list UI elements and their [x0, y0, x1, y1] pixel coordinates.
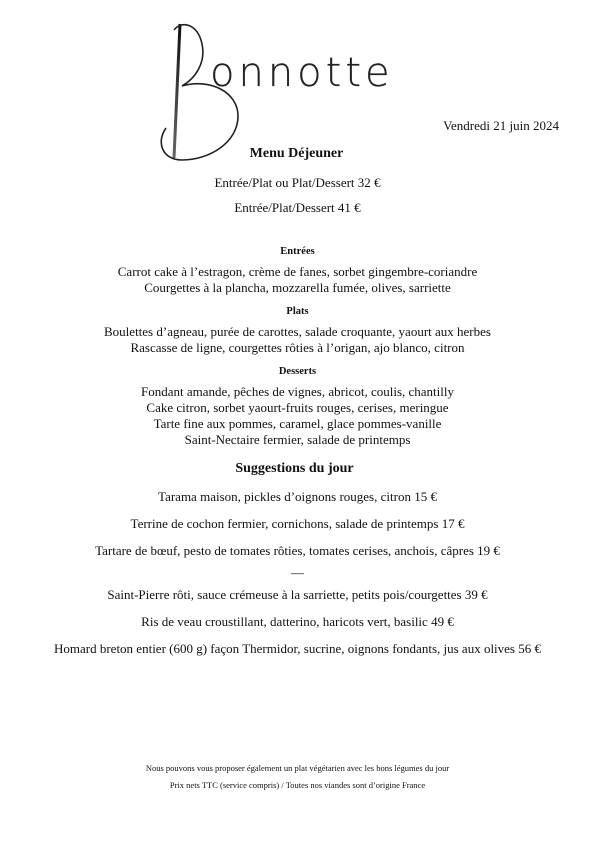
menu-date: Vendredi 21 juin 2024	[443, 118, 559, 133]
suggestion-item: Tartare de bœuf, pesto de tomates rôties, tomates cerises, anchois, câpres 19 €	[95, 543, 500, 558]
dish-item: Tarte fine aux pommes, caramel, glace pommes-vanille	[153, 416, 442, 431]
dish-item: Cake citron, sorbet yaourt-fruits rouges, cerises, meringue	[146, 400, 449, 415]
dish-item: Fondant amande, pêches de vignes, abricot, coulis, chantilly	[141, 384, 454, 399]
dish-item: Carrot cake à l’estragon, crème de fanes, sorbet gingembre-coriandre	[117, 264, 478, 279]
section-title-entrees: Entrées	[280, 246, 315, 257]
restaurant-logo	[152, 16, 424, 166]
dish-item: Courgettes à la plancha, mozzarella fumée, olives, sarriette	[144, 280, 451, 295]
suggestion-item: Ris de veau croustillant, datterino, haricots vert, basilic 49 €	[141, 614, 454, 629]
price-formula-1: Entrée/Plat ou Plat/Dessert 32 €	[214, 175, 381, 190]
suggestion-item: Saint-Pierre rôti, sauce crémeuse à la sarriette, petits pois/courgettes 39 €	[107, 587, 488, 602]
footer-price-note: Prix nets TTC (service compris) / Toutes nos viandes sont d’origine France	[169, 780, 426, 790]
menu-body	[0, 146, 595, 657]
suggestion-item: Terrine de cochon fermier, cornichons, salade de printemps 17 €	[130, 516, 465, 531]
dish-item: Boulettes d’agneau, purée de carottes, salade croquante, yaourt aux herbes	[104, 324, 491, 339]
suggestion-separator: —	[291, 565, 304, 580]
section-title-desserts: Desserts	[278, 366, 317, 377]
menu-title: Menu Déjeuner	[249, 146, 344, 161]
dish-item: Rascasse de ligne, courgettes rôties à l’origan, ajo blanco, citron	[130, 340, 465, 355]
section-title-plats: Plats	[286, 306, 309, 317]
suggestion-item: Homard breton entier (600 g) façon Thermidor, sucrine, oignons fondants, jus aux olives 56 €	[54, 641, 541, 656]
dish-item: Saint-Nectaire fermier, salade de printemps	[184, 432, 411, 447]
suggestion-item: Tarama maison, pickles d’oignons rouges, citron 15 €	[158, 489, 437, 504]
footer-notes	[0, 760, 595, 794]
footer-vegetarian-note: Nous pouvons vous proposer également un plat végétarien avec les bons légumes du jour	[145, 763, 450, 773]
logo-wordmark: onnotte	[210, 50, 394, 96]
price-formula-2: Entrée/Plat/Dessert 41 €	[234, 200, 361, 215]
suggestions-title: Suggestions du jour	[235, 461, 354, 476]
